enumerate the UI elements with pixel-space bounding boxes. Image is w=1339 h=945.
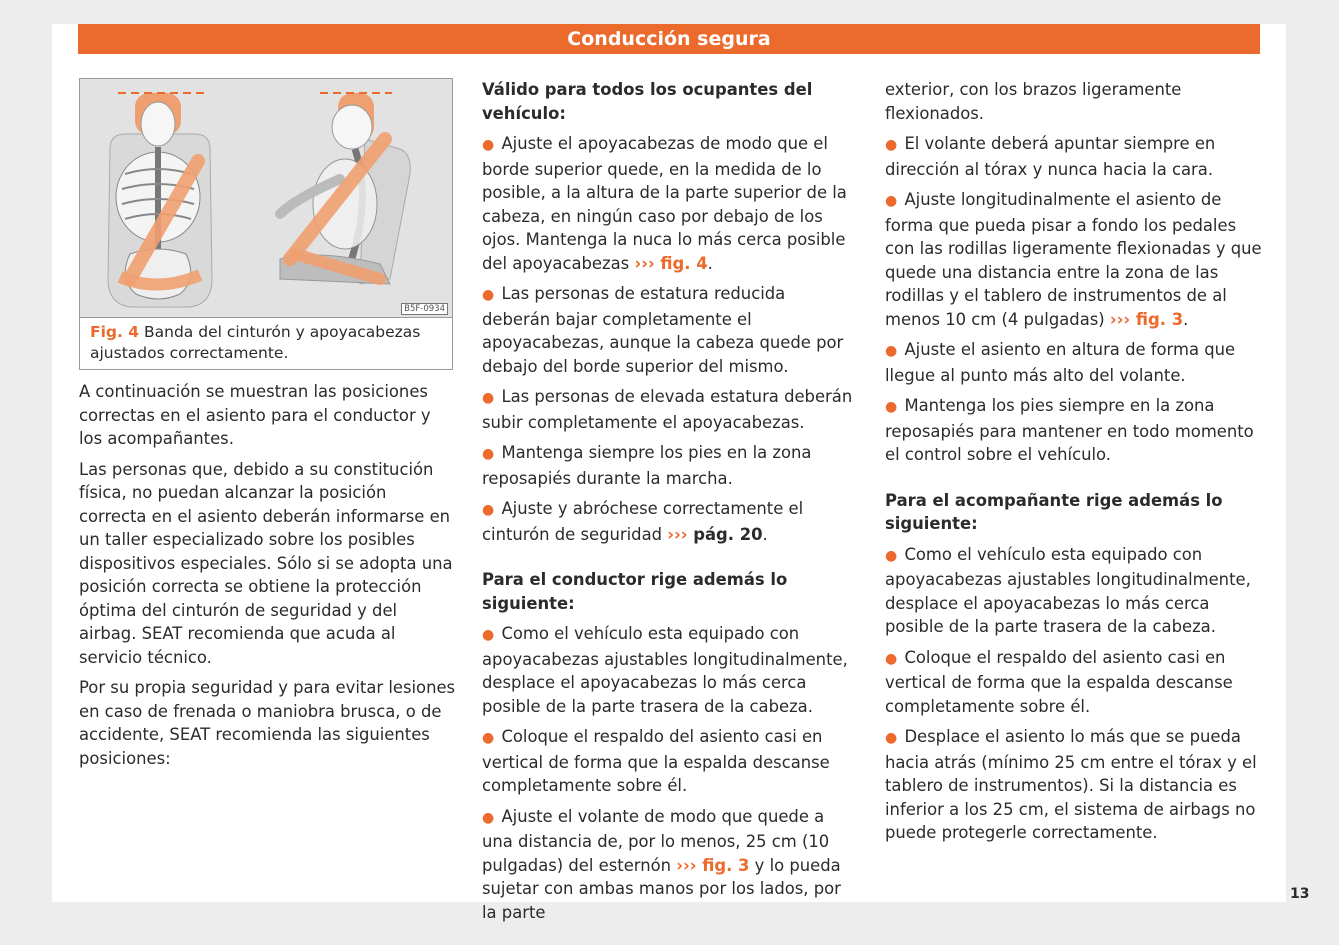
paragraph: Las personas que, debido a su constitución física, no puedan alcanzar la posición correcta en el asiento deberán informarse en un taller especializado sobre los posibles dispositivos especiales. Sólo si se adopta una posición correcta se obtiene la protección óptima del cinturón de seguridad y del airbag. SEAT recomienda que acuda al servicio técnico. (79, 459, 453, 667)
list-item-text: Las personas de estatura reducida deberán bajar completamente el apoyacabezas, aunque la cabeza quede por debajo del borde superior del mismo. (482, 284, 844, 376)
list-item-text: Coloque el respaldo del asiento casi en vertical de forma que la espalda descanse completamente sobre él. (482, 727, 830, 795)
list-item-text: Mantenga los pies siempre en la zona reposapiés para mantener en todo momento el control sobre el vehículo. (885, 396, 1254, 464)
figure-label: Fig. 4 (90, 323, 140, 341)
ref-arrow: ››› (667, 524, 688, 544)
list-item: ● Ajuste longitudinalmente el asiento de forma que pueda pisar a fondo los pedales con las rodillas ligeramente flexionadas y que quede una distancia entre la zona de las rodillas y el tablero de instrumentos de al menos 10 cm (4 pulgadas) ››› fig. 3. (885, 190, 1262, 329)
column-right (885, 78, 1263, 852)
list-item (482, 282, 858, 378)
bullet-icon: ● (482, 809, 495, 826)
paragraph: exterior, con los brazos ligeramente flexionados. (885, 80, 1182, 123)
section-heading: Para el conductor rige además lo siguiente: (482, 570, 788, 613)
paragraph: A continuación se muestran las posiciones correctas en el asiento para el conductor y los acompañantes. (79, 382, 431, 448)
image-code: B5F-0934 (401, 303, 448, 315)
list-item (885, 646, 1263, 719)
bullet-icon: ● (885, 399, 898, 415)
list-item-text: Ajuste el volante de modo que quede a una distancia de, por lo menos, 25 cm (10 pulgadas) del esternón (482, 806, 830, 875)
skeleton-seatbelt-image (80, 79, 452, 317)
figure (79, 78, 453, 370)
list-item-text: Las personas de elevada estatura deberán subir completamente el apoyacabezas. (482, 387, 853, 432)
page-ref: pág. 20 (693, 524, 763, 544)
list-item-text: Ajuste el apoyacabezas de modo que el borde superior quede, en la medida de lo posible, a la altura de la parte superior de la cabeza, en ningún caso por debajo de los ojos. Mantenga la nuca lo más cerca posible del apoyacabezas (482, 134, 847, 273)
paragraph: Por su propia seguridad y para evitar lesiones en caso de frenada o maniobra brusca, o de accidente, SEAT recomienda las siguientes posiciones: (79, 678, 456, 768)
list-item (482, 385, 858, 434)
page-number: 13 (1290, 886, 1310, 902)
seatbelt-headrest-illustration (80, 79, 452, 318)
bullet-icon: ● (482, 502, 495, 518)
bullet-icon: ● (885, 343, 898, 359)
list-item (482, 725, 858, 798)
bullet-icon: ● (482, 390, 495, 406)
list-item: ● Ajuste el apoyacabezas de modo que el borde superior quede, en la medida de lo posible, a la altura de la parte superior de la cabeza, en ningún caso por debajo de los ojos. Mantenga la nuca lo más cerca posible del apoyacabezas ››› fig. 4. (482, 134, 847, 273)
bullet-icon: ● (885, 137, 898, 153)
list-item-text: Ajuste el asiento en altura de forma que llegue al punto más alto del volante. (885, 340, 1236, 385)
bullet-icon: ● (885, 650, 898, 667)
figure-link[interactable]: ››› fig. 3 (676, 855, 750, 875)
bullet-icon: ● (885, 193, 898, 209)
page-link[interactable] (667, 525, 762, 544)
list-item-text: Coloque el respaldo del asiento casi en vertical de forma que la espalda descanse completamente sobre él. (885, 647, 1233, 716)
list-item-text: Ajuste longitudinalmente el asiento de forma que pueda pisar a fondo los pedales con las rodillas ligeramente flexionadas y que quede una distancia entre la zona de las rodillas y el tablero de instrumentos de al menos 10 cm (4 pulgadas) (885, 190, 1262, 329)
figure-caption-text: Banda del cinturón y apoyacabezas ajustados correctamente. (90, 323, 421, 362)
column-left (79, 78, 457, 777)
bullet-icon: ● (885, 547, 898, 564)
list-item-text: Ajuste y abróchese correctamente el cinturón de seguridad (482, 499, 804, 544)
bullet-icon: ● (885, 730, 898, 746)
list-item-text: Como el vehículo esta equipado con apoyacabezas ajustables longitudinalmente, desplace el apoyacabezas lo más cerca posible de la parte trasera de la cabeza. (482, 624, 848, 716)
list-item-text: Como el vehículo esta equipado con apoyacabezas ajustables longitudinalmente, desplace el apoyacabezas lo más cerca posible de la parte trasera de la cabeza. (885, 544, 1251, 636)
list-item (482, 441, 858, 490)
list-item (885, 338, 1263, 387)
column-middle (482, 78, 858, 931)
list-item-text: y lo pueda sujetar con ambas manos por los lados, por la parte (482, 855, 841, 922)
bullet-icon: ● (482, 627, 495, 643)
list-item-text: Mantenga siempre los pies en la zona reposapiés durante la marcha. (482, 443, 812, 488)
list-item (482, 622, 858, 718)
section-heading: Para el acompañante rige además lo siguiente: (885, 490, 1223, 533)
bullet-icon: ● (482, 730, 495, 746)
list-item (885, 725, 1263, 845)
bullet-icon: ● (482, 446, 495, 462)
figure-link[interactable]: ››› fig. 3 (1109, 309, 1184, 329)
section-title: Conducción segura (567, 28, 771, 50)
list-item-text: El volante deberá apuntar siempre en dirección al tórax y nunca hacia la cara. (885, 134, 1216, 179)
list-item-text: Desplace el asiento lo más que se pueda hacia atrás (mínimo 25 cm entre el tórax y el tablero de instrumentos). Si la distancia es inferior a los 25 cm, el sistema de airbags no puede protegerle correctamente. (885, 727, 1257, 842)
figure-link[interactable]: ››› fig. 4 (634, 253, 708, 273)
list-item: ● Ajuste y abróchese correctamente el cinturón de seguridad ››› pág. 20. (482, 499, 804, 544)
bullet-icon: ● (482, 287, 495, 303)
section-header (78, 24, 1260, 54)
bullet-icon: ● (482, 137, 495, 153)
section-heading: Válido para todos los ocupantes del vehículo: (482, 80, 813, 123)
list-item (885, 543, 1263, 639)
figure-caption (90, 322, 446, 364)
list-item (885, 132, 1263, 181)
list-item (885, 394, 1263, 467)
list-item (482, 805, 858, 925)
